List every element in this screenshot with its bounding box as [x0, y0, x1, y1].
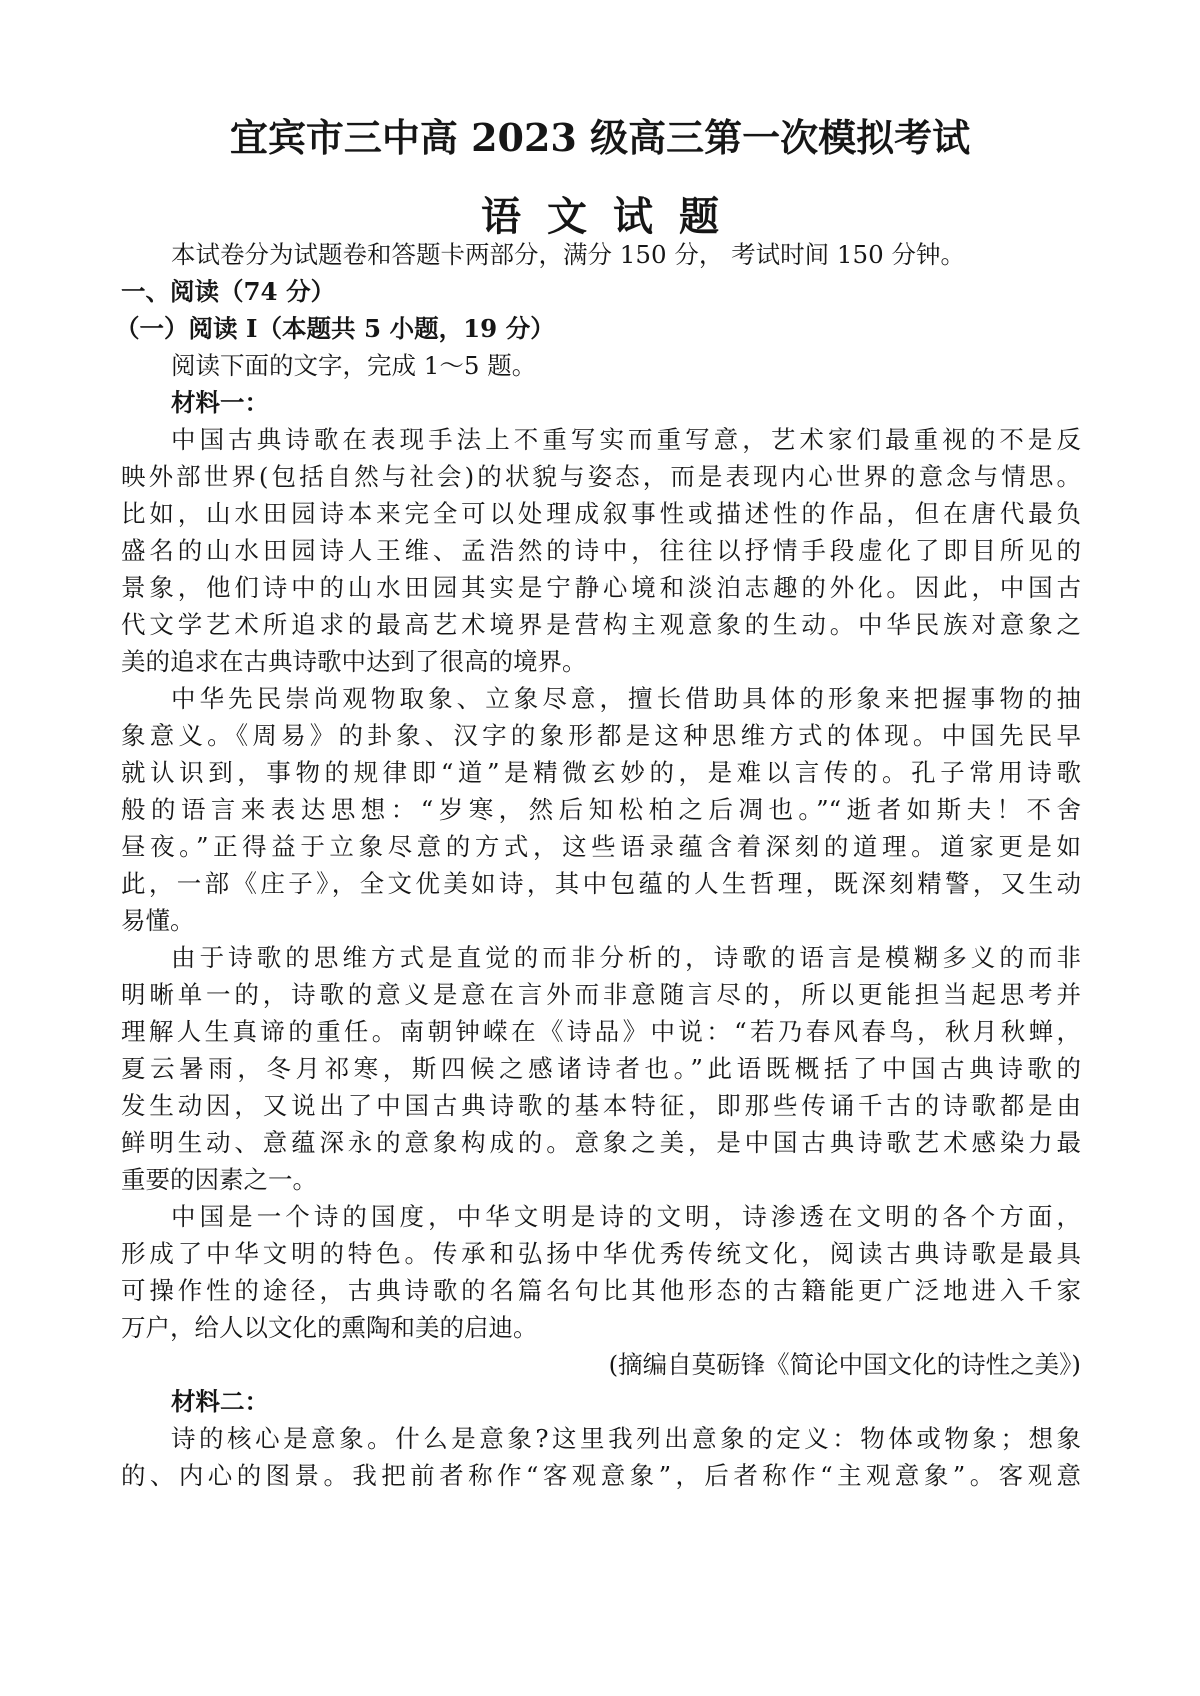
material1-line: 中国古典诗歌在表现手法上不重写实而重写意，艺术家们最重视的不是反: [171, 425, 1081, 454]
intro-text: 本试卷分为试题卷和答题卡两部分，满分 150 分， 考试时间 150 分钟。: [171, 240, 965, 269]
exam-subtitle: 语文试题: [481, 193, 745, 240]
material1-line: 映外部世界(包括自然与社会)的状貌与姿态，而是表现内心世界的意念与情思。: [121, 462, 1081, 491]
material1-line: 象意义。《周易》的卦象、汉字的象形都是这种思维方式的体现。中国先民早: [121, 721, 1081, 750]
material1-line: 易懂。: [121, 906, 195, 935]
instruction-text: 阅读下面的文字，完成 1～5 题。: [171, 351, 537, 380]
material1-line: 就认识到，事物的规律即“道”是精微玄妙的，是难以言传的。孔子常用诗歌: [121, 758, 1081, 787]
material2-line: 诗的核心是意象。什么是意象?这里我列出意象的定义：物体或物象；想象: [171, 1424, 1081, 1453]
material1-line: 般的语言来表达思想：“岁寒，然后知松柏之后凋也。”“逝者如斯夫！不舍: [121, 795, 1081, 824]
material1-line: 鲜明生动、意蕴深永的意象构成的。意象之美，是中国古典诗歌艺术感染力最: [121, 1128, 1081, 1157]
material1-line: 美的追求在古典诗歌中达到了很高的境界。: [121, 647, 587, 676]
material1-label: 材料一：: [171, 388, 269, 417]
material1-line: 发生动因，又说出了中国古典诗歌的基本特征，即那些传诵千古的诗歌都是由: [121, 1091, 1081, 1120]
section-heading: 一、阅读（74 分）: [121, 277, 336, 306]
material1-line: 可操作性的途径，古典诗歌的名篇名句比其他形态的古籍能更广泛地进入千家: [121, 1276, 1081, 1305]
material1-source: (摘编自莫砺锋《简论中国文化的诗性之美》): [608, 1350, 1081, 1379]
material1-line: 盛名的山水田园诗人王维、孟浩然的诗中，往往以抒情手段虚化了即目所见的: [121, 536, 1081, 565]
exam-body: [115, 236, 1081, 1494]
material1-line: 明晰单一的，诗歌的意义是意在言外而非意随言尽的，所以更能担当起思考并: [121, 980, 1081, 1009]
material1-line: 比如，山水田园诗本来完全可以处理成叙事性或描述性的作品，但在唐代最负: [121, 499, 1081, 528]
material1-line: 重要的因素之一。: [121, 1165, 317, 1194]
material2-line: 的、内心的图景。我把前者称作“客观意象”，后者称作“主观意象”。客观意: [121, 1461, 1081, 1490]
material2-label: 材料二：: [171, 1387, 269, 1416]
material1-line: 中国是一个诗的国度，中华文明是诗的文明，诗渗透在文明的各个方面，: [171, 1202, 1081, 1231]
material1-line: 代文学艺术所追求的最高艺术境界是营构主观意象的生动。中华民族对意象之: [121, 610, 1081, 639]
material1-line: 昼夜。”正得益于立象尽意的方式，这些语录蕴含着深刻的道理。道家更是如: [121, 832, 1081, 861]
material1-line: 中华先民崇尚观物取象、立象尽意，擅长借助具体的形象来把握事物的抽: [171, 684, 1081, 713]
subsection-heading: （一）阅读 I（本题共 5 小题，19 分）: [115, 314, 555, 343]
material1-line: 夏云暑雨，冬月祁寒，斯四候之感诸诗者也。”此语既概括了中国古典诗歌的: [121, 1054, 1081, 1083]
material1-line: 景象，他们诗中的山水田园其实是宁静心境和淡泊志趣的外化。因此，中国古: [121, 573, 1081, 602]
material1-line: 理解人生真谛的重任。南朝钟嵘在《诗品》中说：“若乃春风春鸟，秋月秋蝉，: [121, 1017, 1081, 1046]
exam-title: 宜宾市三中高 2023 级高三第一次模拟考试: [229, 115, 971, 160]
material1-line: 此，一部《庄子》，全文优美如诗，其中包蕴的人生哲理，既深刻精警，又生动: [121, 869, 1081, 898]
material1-line: 由于诗歌的思维方式是直觉的而非分析的，诗歌的语言是模糊多义的而非: [171, 943, 1081, 972]
material1-line: 万户，给人以文化的熏陶和美的启迪。: [121, 1313, 538, 1342]
material1-line: 形成了中华文明的特色。传承和弘扬中华优秀传统文化，阅读古典诗歌是最具: [121, 1239, 1081, 1268]
